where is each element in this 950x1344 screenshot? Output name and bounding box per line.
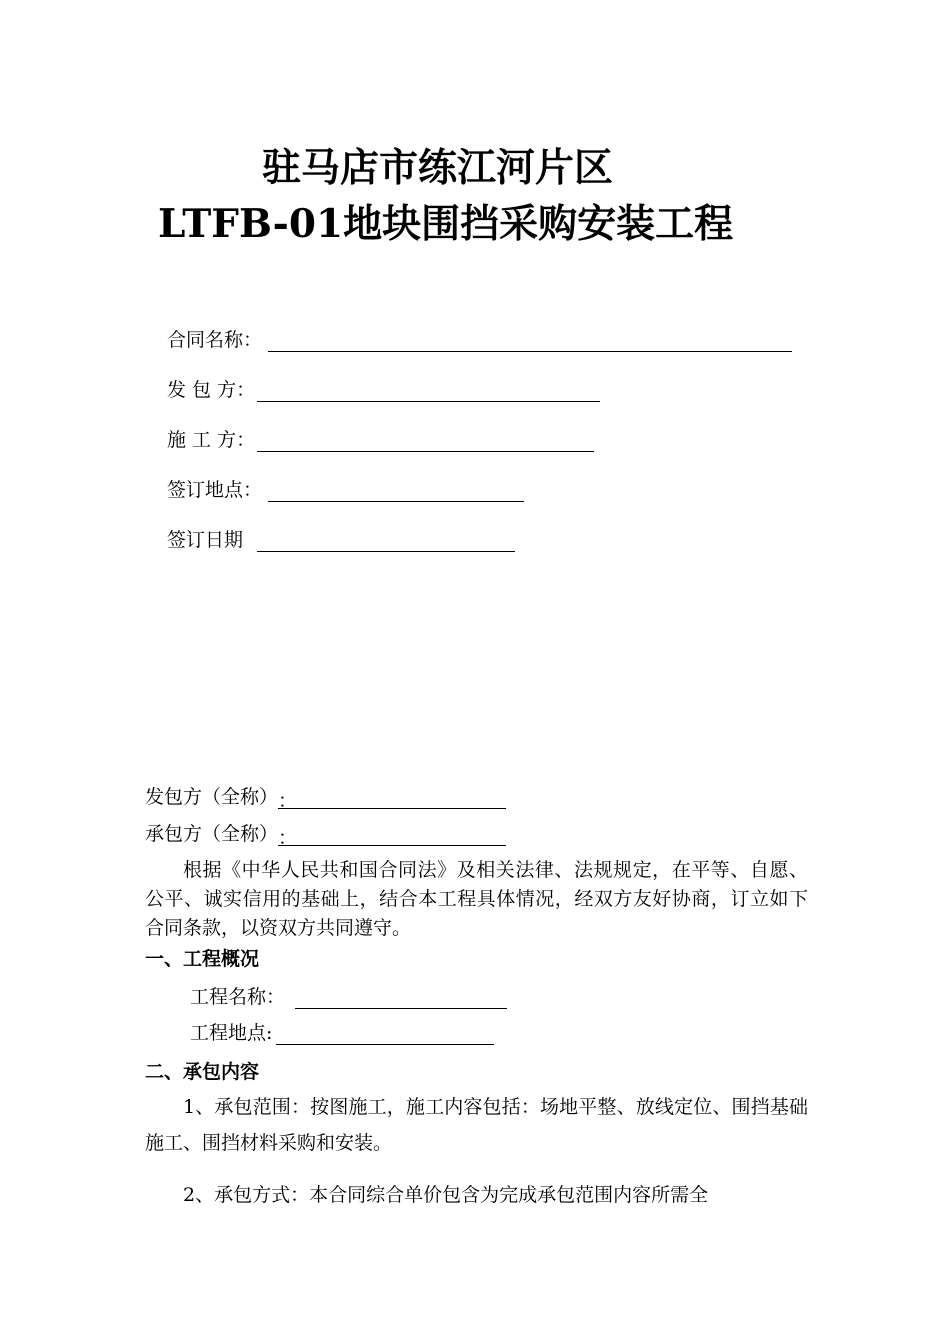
project-name-blank[interactable] [295,986,507,1009]
project-site-label: 工程地点: [190,1022,273,1044]
contractor-fullname-blank[interactable] [278,823,506,849]
contractor-label: 施 工 方： [167,429,256,451]
document-title-line-1: 驻马店市练江河片区 [262,145,614,191]
employer-label: 发 包 方： [167,379,256,401]
section-2-heading: 二、承包内容 [145,1061,260,1083]
project-site-blank[interactable] [276,1022,494,1045]
employer-fullname-colon: ： [278,790,298,812]
signing-date-field [167,522,515,552]
contractor-fullname-colon: ： [278,827,298,849]
signing-place-blank[interactable] [268,479,524,502]
employer-fullname-blank[interactable] [278,786,506,812]
document-title-line-2: LTFB-01地块围挡采购安装工程 [158,201,734,247]
signing-place-field [167,472,524,502]
contractor-fullname-row [145,818,506,849]
employer-blank[interactable] [257,379,600,402]
contractor-field [167,422,594,452]
signing-date-label: 签订日期 [167,529,244,551]
employer-fullname-label: 发包方（全称） [145,786,279,808]
section-2-item-1: 1、承包范围：按图施工，施工内容包括：场地平整、放线定位、围挡基础施工、围挡材料采购和安装。 [145,1096,808,1154]
project-name-row [190,981,507,1009]
signing-date-blank[interactable] [257,529,515,552]
project-site-row [190,1017,494,1045]
section-1-heading: 一、工程概况 [145,948,260,970]
signing-place-label: 签订地点： [167,479,263,501]
preamble-paragraph: 根据《中华人民共和国合同法》及相关法律、法规规定，在平等、自愿、公平、诚实信用的基础上，结合本工程具体情况，经双方友好协商，订立如下合同条款，以资双方共同遵守。 [145,859,808,939]
contractor-fullname-label: 承包方（全称） [145,823,279,845]
contract-name-label: 合同名称： [167,329,263,351]
project-name-label: 工程名称： [190,986,286,1008]
contractor-blank[interactable] [257,429,594,452]
section-2-item-2: 2、承包方式：本合同综合单价包含为完成承包范围内容所需全 [183,1184,709,1206]
contract-name-blank[interactable] [268,329,792,352]
employer-fullname-row [145,781,506,812]
contract-name-field [167,322,792,352]
employer-field [167,372,600,402]
